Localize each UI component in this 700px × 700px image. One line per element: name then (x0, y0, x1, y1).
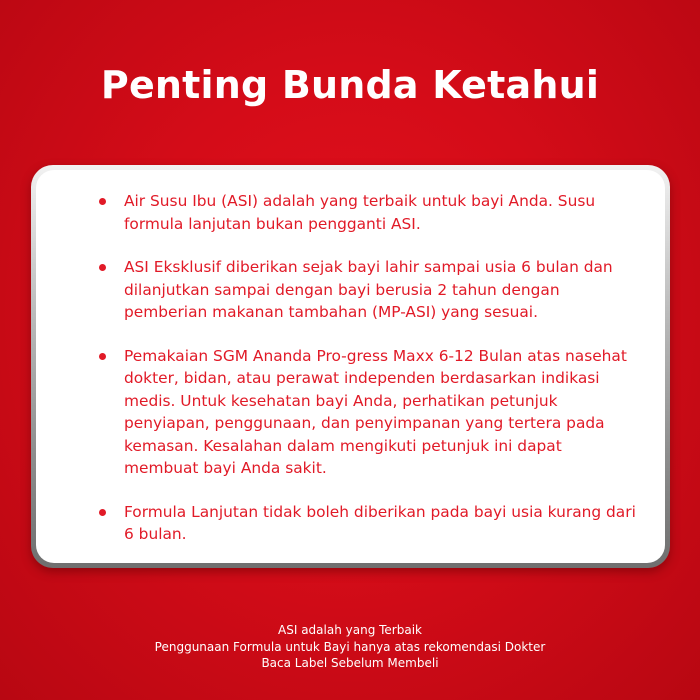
list-item-text: Formula Lanjutan tidak boleh diberikan pada bayi usia kurang dari 6 bulan. (124, 502, 636, 543)
footer-disclaimer (0, 622, 700, 672)
bullet-dot-icon (99, 264, 106, 271)
info-card (36, 170, 665, 563)
info-list (88, 190, 641, 546)
list-item-text: Pemakaian SGM Ananda Pro-gress Maxx 6-12 Bulan atas nasehat dokter, bidan, atau perawat independen berdasarkan indikasi medis. Untuk kesehatan bayi Anda, perhatikan petunjuk penyiapan, penggunaan, dan penyimpanan yang tertera pada kemasan. Kesalahan dalam mengikuti petunjuk ini dapat membuat bayi Anda sakit. (124, 346, 627, 477)
list-item (88, 190, 641, 235)
list-item (88, 501, 641, 546)
bullet-dot-icon (99, 198, 106, 205)
list-item (88, 345, 641, 480)
bullet-dot-icon (99, 509, 106, 516)
footer-line-1: ASI adalah yang Terbaik (278, 623, 422, 637)
list-item (88, 256, 641, 324)
list-item-text: Air Susu Ibu (ASI) adalah yang terbaik untuk bayi Anda. Susu formula lanjutan bukan pengganti ASI. (124, 192, 596, 233)
page-title: Penting Bunda Ketahui (100, 63, 600, 107)
footer-line-2: Penggunaan Formula untuk Bayi hanya atas rekomendasi Dokter (154, 639, 546, 654)
bullet-dot-icon (99, 353, 106, 360)
list-item-text: ASI Eksklusif diberikan sejak bayi lahir sampai usia 6 bulan dan dilanjutkan sampai dengan bayi berusia 2 tahun dengan pemberian makanan tambahan (MP-ASI) yang sesuai. (124, 258, 613, 321)
footer-line-3: Baca Label Sebelum Membeli (261, 656, 439, 670)
